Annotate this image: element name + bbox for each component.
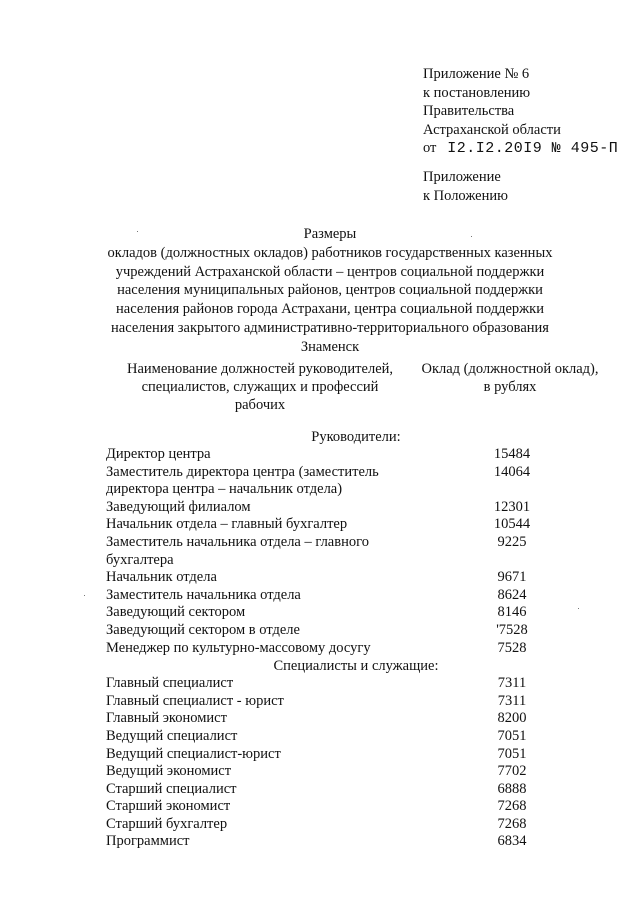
- position-name-line: Старший экономист: [106, 798, 231, 815]
- position-name-line: Заместитель директора центра (заместитель: [106, 463, 379, 480]
- appendix-line: Приложение № 6: [423, 66, 530, 82]
- column-header-salary: [410, 360, 610, 396]
- table-row: [106, 763, 586, 781]
- salary-value: 7311: [497, 675, 527, 692]
- salary-value: 9225: [497, 533, 527, 550]
- title-line: окладов (должностных окладов) работников государственных казенных: [107, 244, 553, 261]
- position-name: [106, 728, 416, 746]
- table-row: [106, 534, 586, 569]
- position-name: [106, 746, 416, 764]
- appendix-line: Правительства: [423, 103, 515, 119]
- appendix2-block: [423, 168, 508, 205]
- salary-value: 8146: [497, 604, 527, 621]
- position-name: [106, 763, 416, 781]
- table-row: [106, 781, 586, 799]
- position-name: [106, 499, 416, 517]
- position-name: [106, 710, 416, 728]
- salary-value: 7528: [497, 639, 527, 656]
- position-name-line: Ведущий специалист-юрист: [106, 745, 281, 762]
- position-name-line: Менеджер по культурно-массовому досугу: [106, 639, 371, 656]
- position-name: [106, 516, 416, 534]
- table-row: [106, 587, 586, 605]
- salary-table: [106, 428, 586, 851]
- position-name-line: Заместитель начальника отдела – главного: [106, 533, 369, 550]
- position-name: [106, 816, 416, 834]
- position-name: [106, 534, 416, 569]
- table-row: [106, 640, 586, 658]
- position-name-line: Заведующий сектором: [106, 604, 246, 621]
- position-name-line: Ведущий экономист: [106, 763, 232, 780]
- title-line: учреждений Астраханской области – центров социальной поддержки: [115, 263, 545, 280]
- salary-value: 7051: [497, 745, 527, 762]
- salary-value: 7268: [497, 798, 527, 815]
- position-name-line: Начальник отдела – главный бухгалтер: [106, 516, 348, 533]
- position-name: [106, 781, 416, 799]
- position-name: [106, 446, 416, 464]
- salary-value: 7268: [497, 815, 527, 832]
- position-name-line: Главный специалист - юрист: [106, 692, 284, 709]
- title-line: населения закрытого административно-территориального образования: [111, 319, 549, 336]
- position-name: [106, 604, 416, 622]
- table-row: [106, 816, 586, 834]
- appendix-line: Астраханской области: [423, 121, 561, 138]
- column-header-line: Оклад (должностной оклад),: [421, 361, 599, 377]
- table-row: [106, 499, 586, 517]
- table-row: [106, 446, 586, 464]
- document-title: [100, 225, 560, 357]
- column-header-line: рабочих: [234, 397, 286, 413]
- salary-value: 7311: [497, 692, 527, 709]
- salary-value: 6888: [497, 780, 527, 797]
- position-name: [106, 693, 416, 711]
- appendix-line: к постановлению: [423, 84, 531, 101]
- position-name-line: Начальник отдела: [106, 569, 217, 586]
- position-name-line: бухгалтера: [106, 551, 174, 568]
- salary-value: 8200: [497, 710, 527, 727]
- column-header-line: в рублях: [483, 379, 537, 395]
- position-name-line: Заведующий филиалом: [106, 498, 251, 515]
- position-name-line: Главный экономист: [106, 710, 227, 727]
- salary-value: 7702: [497, 763, 527, 780]
- salary-value: 6834: [497, 833, 527, 850]
- table-row: [106, 622, 586, 640]
- salary-value: 8624: [497, 586, 527, 603]
- table-row: [106, 675, 586, 693]
- position-name-line: Директор центра: [106, 446, 211, 462]
- salary-value: '7528: [496, 621, 528, 638]
- column-header-position: [110, 360, 410, 414]
- table-row: [106, 464, 586, 499]
- salary-value: 9671: [497, 569, 527, 586]
- appendix-block: [423, 65, 618, 159]
- salary-value: 10544: [493, 516, 531, 533]
- title-line: населения муниципальных районов, центров социальной поддержки: [117, 282, 543, 299]
- date-stamp: I2.I2.20I9 № 495-П: [447, 140, 619, 157]
- table-row: [106, 746, 586, 764]
- position-name-line: Ведущий специалист: [106, 727, 238, 744]
- salary-value: 15484: [493, 446, 531, 462]
- date-prefix: от: [423, 140, 437, 156]
- salary-value: 14064: [493, 463, 531, 480]
- column-header-line: специалистов, служащих и профессий: [141, 379, 379, 395]
- position-name: [106, 640, 416, 658]
- title-line: населения районов города Астрахани, центра социальной поддержки: [116, 301, 544, 318]
- table-row: [106, 516, 586, 534]
- table-row: [106, 710, 586, 728]
- salary-value: 12301: [493, 498, 531, 515]
- position-name: [106, 569, 416, 587]
- position-name-line: Заместитель начальника отдела: [106, 586, 301, 603]
- scan-speck: [471, 236, 472, 237]
- table-row: [106, 569, 586, 587]
- position-name-line: Главный специалист: [106, 675, 234, 692]
- appendix2-line: к Положению: [423, 187, 508, 204]
- position-name-line: Старший бухгалтер: [106, 815, 228, 832]
- table-row: [106, 833, 586, 851]
- position-name: [106, 622, 416, 640]
- position-name-line: Программист: [106, 833, 190, 850]
- column-header-line: Наименование должностей руководителей,: [126, 361, 394, 377]
- table-row: [106, 798, 586, 816]
- position-name: [106, 587, 416, 605]
- decree-date-line: [423, 139, 618, 159]
- table-row: [106, 728, 586, 746]
- position-name: [106, 798, 416, 816]
- position-name: [106, 833, 416, 851]
- position-name: [106, 464, 416, 499]
- scan-speck: [137, 231, 138, 232]
- section-title: Специалисты и служащие:: [273, 658, 439, 675]
- position-name-line: Старший специалист: [106, 780, 237, 797]
- scan-speck: [578, 608, 579, 609]
- position-name: [106, 675, 416, 693]
- table-row: [106, 604, 586, 622]
- title-line: Знаменск: [300, 338, 360, 355]
- salary-value: 7051: [497, 727, 527, 744]
- section-title: Руководители:: [311, 429, 401, 445]
- position-name-line: директора центра – начальник отдела): [106, 481, 343, 498]
- title-heading: Размеры: [303, 226, 357, 242]
- scan-speck: [84, 595, 85, 596]
- table-row: [106, 693, 586, 711]
- appendix2-line: Приложение: [423, 169, 501, 185]
- position-name-line: Заведующий сектором в отделе: [106, 621, 300, 638]
